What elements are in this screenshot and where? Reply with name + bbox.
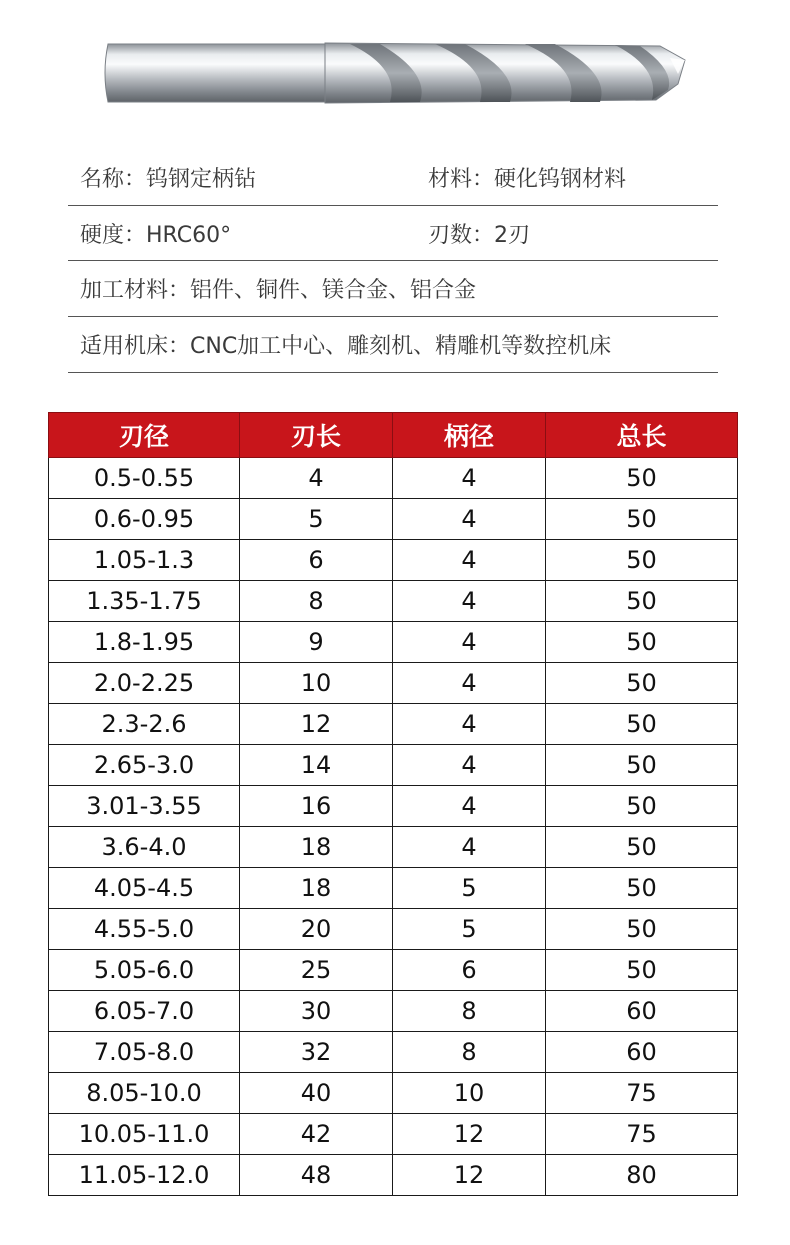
cell-overall-length: 50 [546,663,738,704]
cell-cutting-diameter: 11.05-12.0 [49,1155,240,1196]
spec-machine: 适用机床：CNC加工中心、雕刻机、精雕机等数控机床 [80,334,612,359]
cell-overall-length: 60 [546,1032,738,1073]
cell-shank-diameter: 4 [393,499,546,540]
cell-shank-diameter: 4 [393,704,546,745]
cell-shank-diameter: 4 [393,827,546,868]
cell-shank-diameter: 5 [393,909,546,950]
table-row [49,950,738,991]
spec-row-2 [68,206,718,261]
cell-cutting-length: 9 [240,622,393,663]
table-row [49,909,738,950]
drill-bit-image [100,38,690,108]
cell-overall-length: 60 [546,991,738,1032]
cell-cutting-length: 4 [240,458,393,499]
cell-shank-diameter: 6 [393,950,546,991]
cell-cutting-diameter: 3.01-3.55 [49,786,240,827]
cell-overall-length: 50 [546,909,738,950]
table-row [49,1032,738,1073]
cell-cutting-diameter: 1.35-1.75 [49,581,240,622]
cell-cutting-diameter: 3.6-4.0 [49,827,240,868]
spec-row-1 [68,150,718,206]
cell-cutting-length: 6 [240,540,393,581]
cell-overall-length: 50 [546,950,738,991]
cell-cutting-length: 8 [240,581,393,622]
table-row [49,499,738,540]
cell-cutting-length: 20 [240,909,393,950]
cell-cutting-length: 40 [240,1073,393,1114]
cell-cutting-length: 16 [240,786,393,827]
cell-cutting-length: 10 [240,663,393,704]
cell-overall-length: 50 [546,786,738,827]
table-row [49,540,738,581]
table-body [49,458,738,1196]
cell-cutting-diameter: 7.05-8.0 [49,1032,240,1073]
table-row [49,1073,738,1114]
cell-shank-diameter: 4 [393,581,546,622]
cell-cutting-diameter: 0.6-0.95 [49,499,240,540]
table-row [49,581,738,622]
cell-cutting-length: 12 [240,704,393,745]
cell-overall-length: 75 [546,1073,738,1114]
table-row [49,622,738,663]
spec-row-3 [68,261,718,317]
spec-hardness: 硬度：HRC60° [80,222,232,248]
spec-row-4 [68,317,718,373]
cell-shank-diameter: 10 [393,1073,546,1114]
spec-flutes: 刃数：2刃 [428,222,530,248]
cell-overall-length: 50 [546,458,738,499]
cell-cutting-diameter: 4.05-4.5 [49,868,240,909]
cell-shank-diameter: 4 [393,786,546,827]
header-shank-diameter: 柄径 [393,413,546,458]
cell-overall-length: 50 [546,827,738,868]
cell-overall-length: 50 [546,622,738,663]
cell-cutting-diameter: 6.05-7.0 [49,991,240,1032]
cell-cutting-length: 30 [240,991,393,1032]
header-cutting-length: 刃长 [240,413,393,458]
table-row [49,704,738,745]
cell-shank-diameter: 8 [393,991,546,1032]
header-cutting-diameter: 刃径 [49,413,240,458]
cell-shank-diameter: 4 [393,540,546,581]
cell-cutting-length: 48 [240,1155,393,1196]
cell-cutting-length: 14 [240,745,393,786]
cell-cutting-length: 32 [240,1032,393,1073]
cell-cutting-diameter: 2.3-2.6 [49,704,240,745]
cell-overall-length: 50 [546,868,738,909]
cell-shank-diameter: 8 [393,1032,546,1073]
cell-cutting-diameter: 1.05-1.3 [49,540,240,581]
cell-shank-diameter: 5 [393,868,546,909]
cell-overall-length: 80 [546,1155,738,1196]
cell-shank-diameter: 4 [393,663,546,704]
cell-overall-length: 50 [546,540,738,581]
cell-overall-length: 50 [546,581,738,622]
cell-overall-length: 50 [546,499,738,540]
cell-shank-diameter: 4 [393,745,546,786]
cell-cutting-length: 18 [240,827,393,868]
table-row [49,868,738,909]
cell-shank-diameter: 12 [393,1155,546,1196]
cell-cutting-diameter: 5.05-6.0 [49,950,240,991]
cell-cutting-length: 42 [240,1114,393,1155]
cell-shank-diameter: 4 [393,622,546,663]
table-row [49,458,738,499]
table-row [49,663,738,704]
cell-cutting-diameter: 2.65-3.0 [49,745,240,786]
cell-overall-length: 75 [546,1114,738,1155]
cell-cutting-diameter: 10.05-11.0 [49,1114,240,1155]
table-row [49,1155,738,1196]
header-overall-length: 总长 [546,413,738,458]
cell-cutting-diameter: 4.55-5.0 [49,909,240,950]
table-row [49,991,738,1032]
table-row [49,786,738,827]
cell-cutting-length: 18 [240,868,393,909]
table-header-row [49,413,738,458]
cell-cutting-diameter: 8.05-10.0 [49,1073,240,1114]
cell-shank-diameter: 4 [393,458,546,499]
spec-material: 材料：硬化钨钢材料 [428,167,627,192]
cell-overall-length: 50 [546,704,738,745]
cell-cutting-length: 5 [240,499,393,540]
table-row [49,1114,738,1155]
cell-cutting-diameter: 2.0-2.25 [49,663,240,704]
spec-work-material: 加工材料：铝件、铜件、镁合金、铝合金 [80,278,477,303]
table-row [49,827,738,868]
cell-overall-length: 50 [546,745,738,786]
size-table [48,412,738,1196]
cell-shank-diameter: 12 [393,1114,546,1155]
table-row [49,745,738,786]
cell-cutting-length: 25 [240,950,393,991]
cell-cutting-diameter: 1.8-1.95 [49,622,240,663]
cell-cutting-diameter: 0.5-0.55 [49,458,240,499]
spec-name: 名称：钨钢定柄钻 [80,167,257,192]
